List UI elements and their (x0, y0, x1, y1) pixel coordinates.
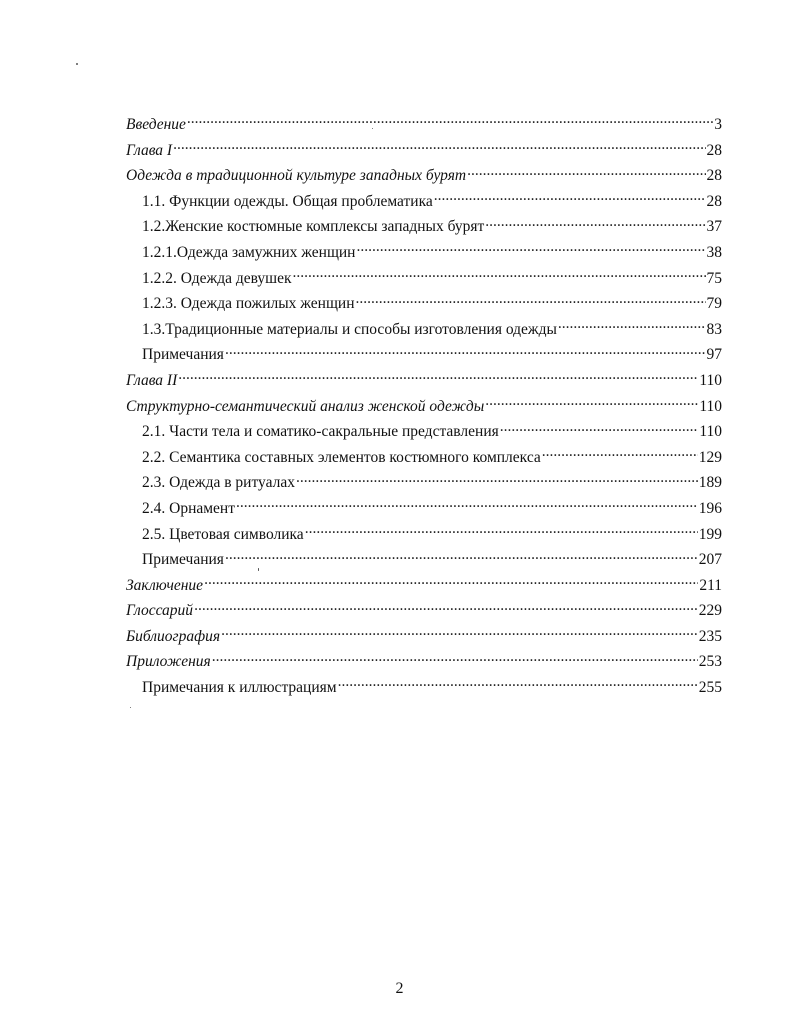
toc-entry-page: 229 (698, 602, 722, 620)
toc-entry (126, 112, 722, 138)
toc-entry (126, 675, 722, 701)
toc-dot-leader (338, 677, 698, 693)
toc-entry (126, 266, 722, 292)
toc-entry-title: Примечания (142, 551, 224, 569)
toc-entry (126, 163, 722, 189)
toc-entry-page: 28 (706, 192, 722, 210)
toc-entry-page: 199 (698, 525, 722, 543)
toc-entry (126, 445, 722, 471)
toc-entry-title: Глоссарий (126, 602, 194, 620)
toc-entry-title: Одежда в традиционной культуре западных бурят (126, 167, 467, 185)
toc-entry (126, 598, 722, 624)
toc-entry-title: 1.2.3. Одежда пожилых женщин (142, 295, 355, 313)
toc-entry-page: 79 (706, 295, 722, 313)
toc-entry-title: Примечания (142, 346, 224, 364)
toc-entry (126, 496, 722, 522)
toc-entry-title: Глава II (126, 371, 178, 389)
toc-entry (126, 214, 722, 240)
toc-entry (126, 240, 722, 266)
toc-entry (126, 189, 722, 215)
toc-entry-title: 1.2.2. Одежда девушек (142, 269, 292, 287)
toc-entry-page: 110 (699, 371, 722, 389)
toc-entry-page: 235 (698, 627, 722, 645)
toc-entry-title: 2.1. Части тела и соматико-сакральные представления (142, 423, 499, 441)
toc-entry-title: Заключение (126, 576, 204, 594)
toc-entry-page: 38 (706, 243, 722, 261)
toc-dot-leader (187, 114, 713, 130)
toc-entry (126, 138, 722, 164)
toc-dot-leader (194, 600, 698, 616)
toc-entry-page: 83 (706, 320, 722, 338)
toc-entry-page: 207 (698, 551, 722, 569)
toc-dot-leader (293, 267, 706, 283)
table-of-contents (126, 112, 722, 701)
toc-entry-page: 189 (698, 474, 722, 492)
toc-entry-title: 1.2.Женские костюмные комплексы западных бурят (142, 218, 485, 236)
toc-entry (126, 291, 722, 317)
toc-entry-title: Введение (126, 116, 186, 133)
toc-dot-leader (225, 344, 706, 360)
toc-entry-page: 37 (706, 218, 722, 236)
toc-entry-page: 75 (706, 269, 722, 287)
toc-entry-title: 2.4. Орнамент (142, 499, 235, 517)
toc-dot-leader (356, 293, 706, 309)
toc-dot-leader (221, 625, 698, 641)
toc-entry-page: 211 (699, 576, 722, 594)
toc-dot-leader (558, 318, 706, 334)
toc-entry-title: 2.2. Семантика составных элементов костюмного комплекса (142, 448, 541, 466)
toc-entry (126, 419, 722, 445)
toc-dot-leader (542, 446, 698, 462)
toc-dot-leader (500, 421, 699, 437)
toc-entry-page: 129 (698, 448, 722, 466)
toc-dot-leader (356, 241, 705, 257)
toc-entry (126, 342, 722, 368)
toc-dot-leader (485, 395, 698, 411)
scan-speck (76, 63, 78, 65)
toc-entry (126, 547, 722, 573)
toc-entry-title: Структурно-семантический анализ женской одежды (126, 397, 485, 415)
toc-entry-title: 2.3. Одежда в ритуалах (142, 474, 295, 492)
toc-entry-title: 2.5. Цветовая символика (142, 525, 304, 543)
toc-entry-title: Примечания к иллюстрациям (142, 679, 337, 697)
toc-entry-title: 1.3.Традиционные материалы и способы изготовления одежды (142, 320, 557, 338)
scan-speck (130, 707, 131, 708)
page-number: 2 (395, 980, 404, 997)
toc-entry-page: 110 (699, 423, 722, 441)
toc-dot-leader (296, 472, 698, 488)
toc-dot-leader (485, 216, 705, 232)
toc-entry-title: Приложения (126, 653, 211, 671)
toc-dot-leader (236, 497, 698, 513)
toc-dot-leader (204, 574, 698, 590)
toc-entry-title: 1.2.1.Одежда замужних женщин (142, 243, 356, 261)
toc-entry-page: 253 (698, 653, 722, 671)
toc-entry-page: 110 (699, 397, 722, 415)
toc-entry-page: 3 (714, 116, 722, 133)
toc-entry-title: Глава I (126, 141, 173, 159)
toc-entry (126, 624, 722, 650)
scan-speck (372, 128, 373, 129)
toc-dot-leader (225, 549, 698, 565)
toc-entry (126, 394, 722, 420)
scan-speck (258, 568, 259, 571)
toc-entry-page: 97 (706, 346, 722, 364)
toc-entry-title: 1.1. Функции одежды. Общая проблематика (142, 192, 433, 210)
toc-entry-page: 28 (706, 167, 722, 185)
toc-entry (126, 470, 722, 496)
toc-dot-leader (173, 139, 705, 155)
toc-entry (126, 573, 722, 599)
toc-entry (126, 317, 722, 343)
toc-entry-page: 28 (706, 141, 722, 159)
toc-entry (126, 522, 722, 548)
toc-dot-leader (305, 523, 698, 539)
toc-entry (126, 368, 722, 394)
toc-entry (126, 649, 722, 675)
toc-entry-page: 196 (698, 499, 722, 517)
toc-dot-leader (434, 190, 706, 206)
toc-entry-title: Библиография (126, 627, 221, 645)
toc-entry-page: 255 (698, 679, 722, 697)
toc-dot-leader (212, 651, 698, 667)
toc-dot-leader (467, 165, 705, 181)
toc-dot-leader (178, 369, 698, 385)
